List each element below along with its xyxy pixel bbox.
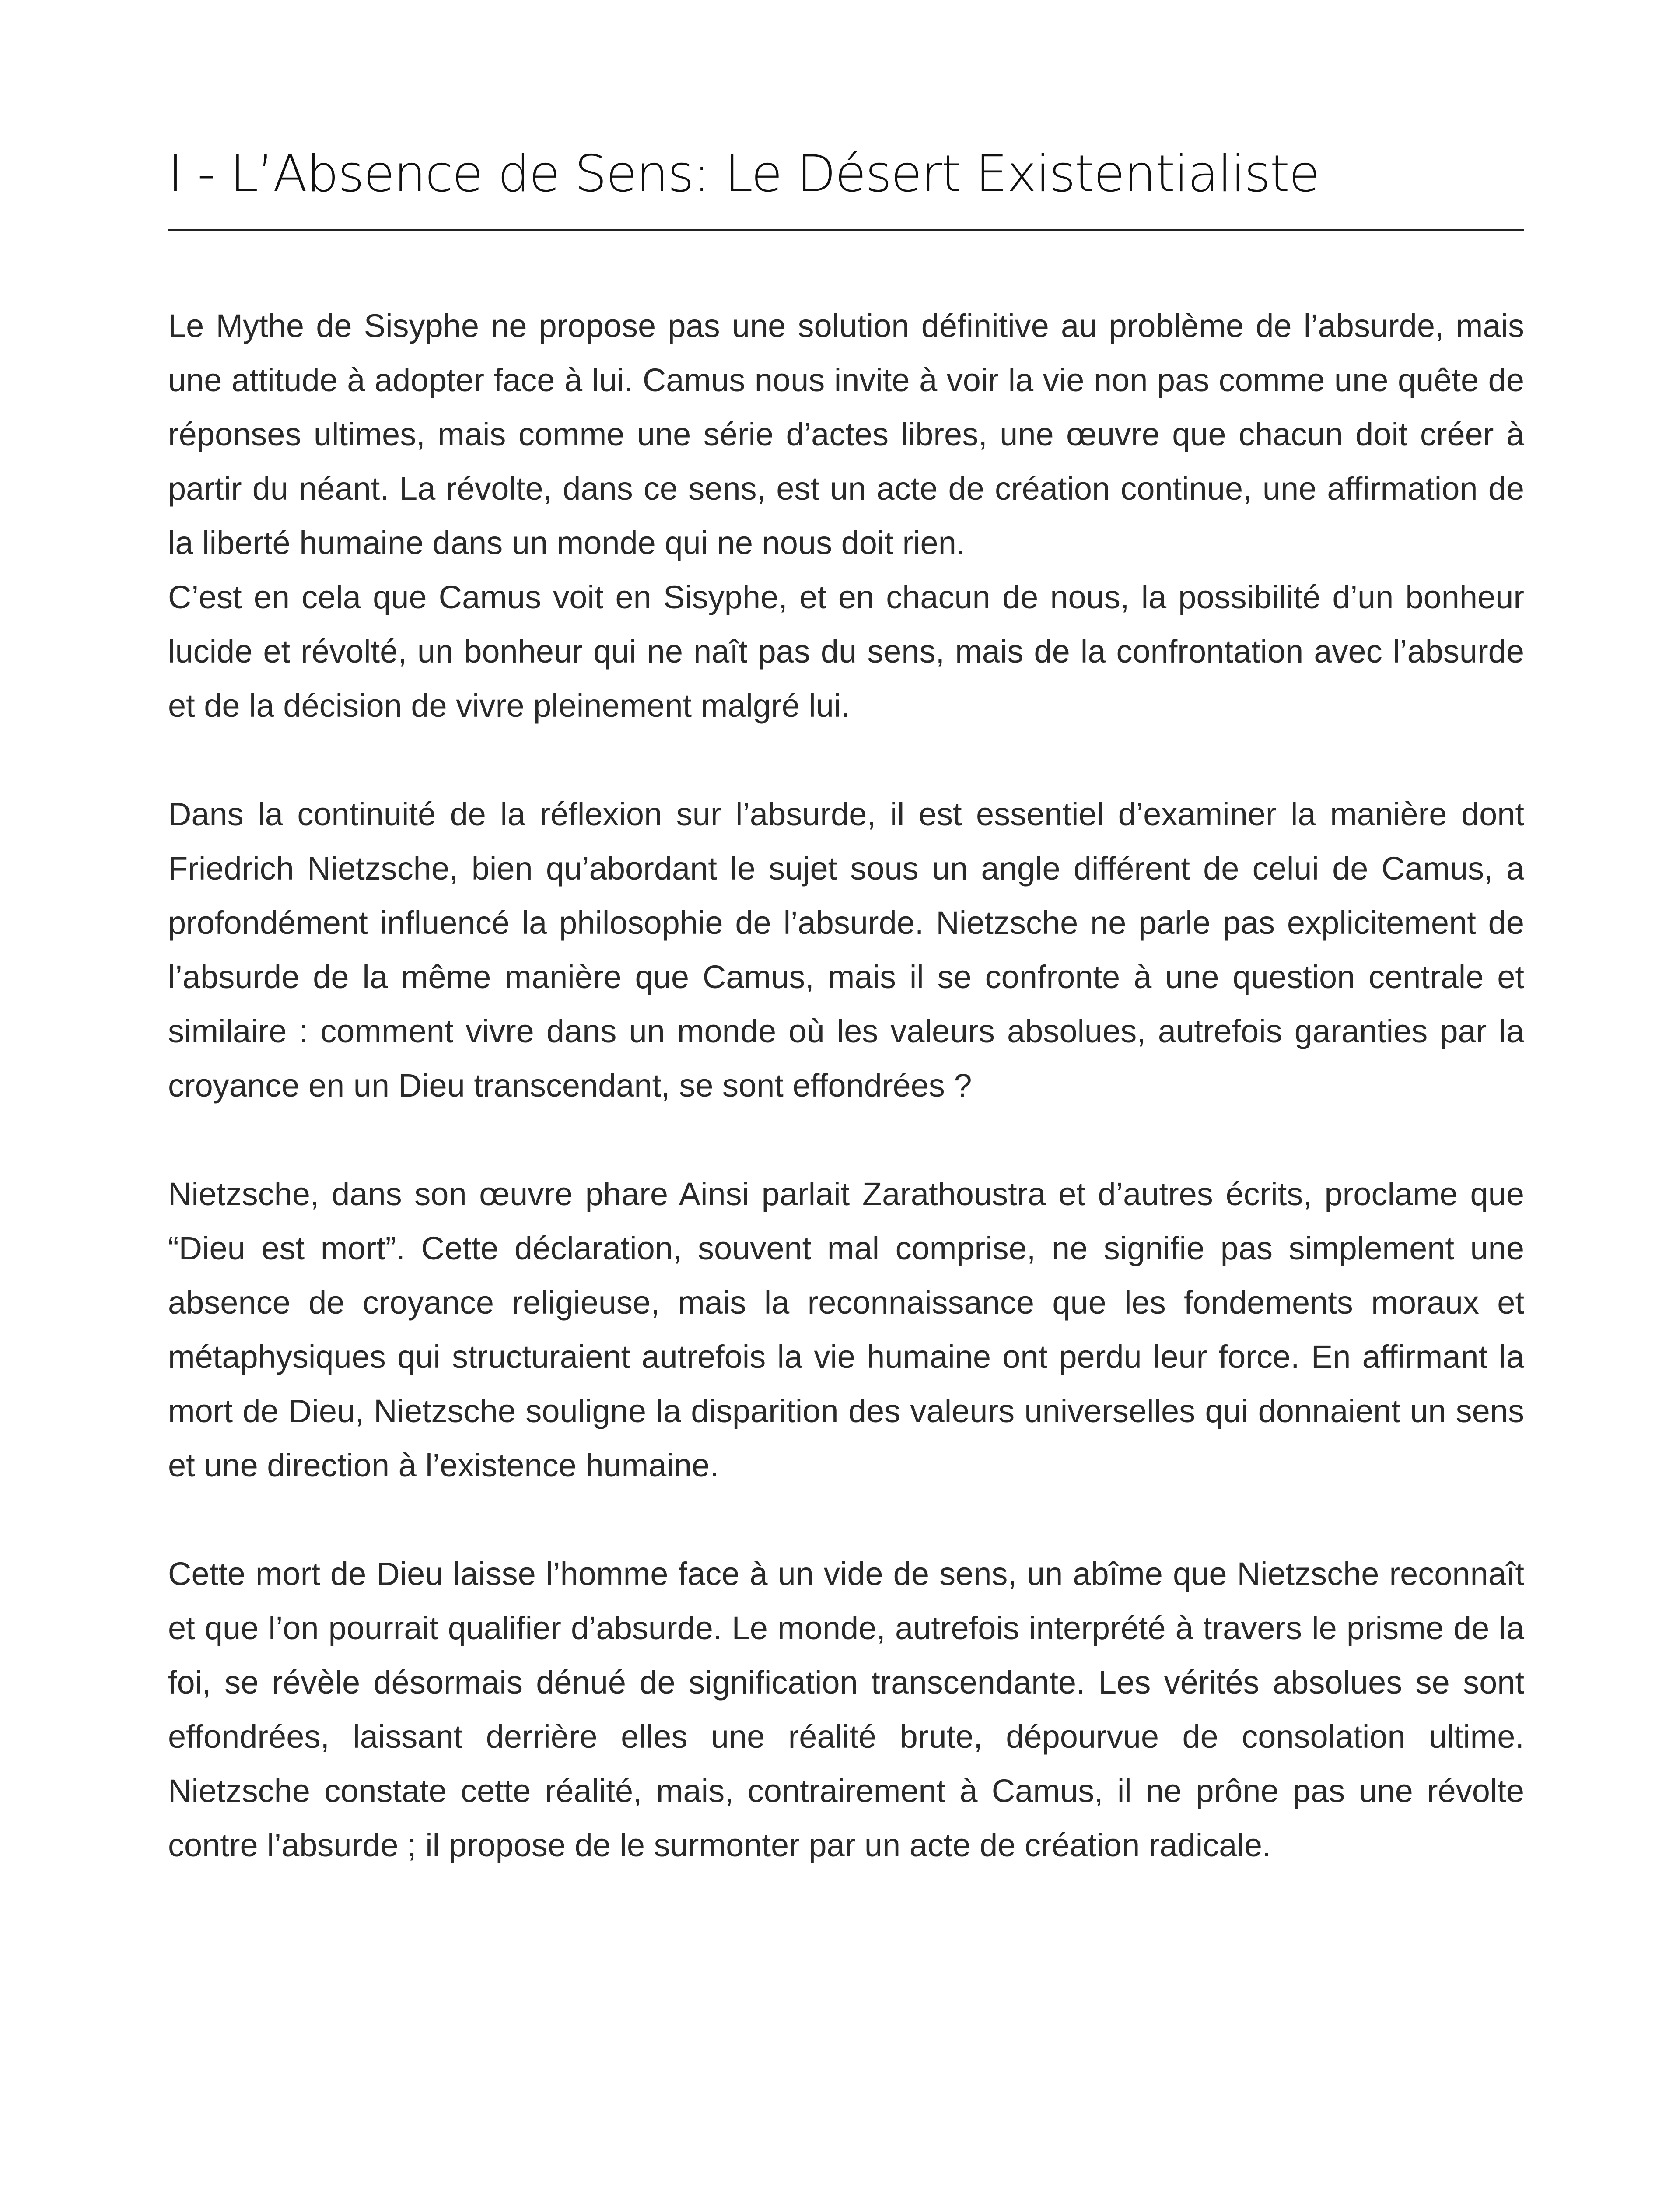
paragraph-vide-de-sens: Cette mort de Dieu laisse l’homme face à un vide de sens, un abîme que Nietzsche reconnaît et que l’on pourrait qualifier d’absurde. Le monde, autrefois interprété à travers le prisme de la foi, se révèle désormais dénué de signification transcendante. Les vérités absolues se sont effondrées, laissant derrière elles une réalité brute, dépourvue de consolation ultime. Nietzsche constate cette réalité, mais, contrairement à Camus, il ne prône pas une révolte contre l’absurde ; il propose de le surmonter par un acte de création radicale. xyxy=(168,1556,1524,1863)
paragraph-dieu-est-mort: Nietzsche, dans son œuvre phare Ainsi parlait Zarathoustra et d’autres écrits, proclame que “Dieu est mort”. Cette déclaration, souvent mal comprise, ne signifie pas simplement une absence de croyance religieuse, mais la reconnaissance que les fondements moraux et métaphysiques qui structuraient autrefois la vie humaine ont perdu leur force. En affirmant la mort de Dieu, Nietzsche souligne la disparition des valeurs universelles qui donnaient un sens et une direction à l’existence humaine. xyxy=(168,1176,1524,1483)
paragraph-sisyphe-attitude: Le Mythe de Sisyphe ne propose pas une solution définitive au problème de l’absurde, mais une attitude à adopter face à lui. Camus nous invite à voir la vie non pas comme une quête de réponses ultimes, mais comme une série d’actes libres, une œuvre que chacun doit créer à partir du néant. La révolte, dans ce sens, est un acte de création continue, une affirmation de la liberté humaine dans un monde qui ne nous doit rien. xyxy=(168,308,1524,561)
paragraph-nietzsche-influence: Dans la continuité de la réflexion sur l’absurde, il est essentiel d’examiner la manière dont Friedrich Nietzsche, bien qu’abordant le sujet sous un angle différent de celui de Camus, a profondément influencé la philosophie de l’absurde. Nietzsche ne parle pas explicitement de l’absurde de la même manière que Camus, mais il se confronte à une question centrale et similaire : comment vivre dans un monde où les valeurs absolues, autrefois garanties par la croyance en un Dieu transcendant, se sont effondrées ? xyxy=(168,796,1524,1104)
body-text xyxy=(168,299,1524,1927)
paragraph-bonheur-lucide: C’est en cela que Camus voit en Sisyphe, et en chacun de nous, la possibilité d’un bonheur lucide et révolté, un bonheur qui ne naît pas du sens, mais de la confrontation avec l’absurde et de la décision de vivre pleinement malgré lui. xyxy=(168,579,1524,724)
chapter-title: I - L’Absence de Sens: Le Désert Existentialiste xyxy=(168,144,1320,203)
title-divider xyxy=(168,229,1524,231)
